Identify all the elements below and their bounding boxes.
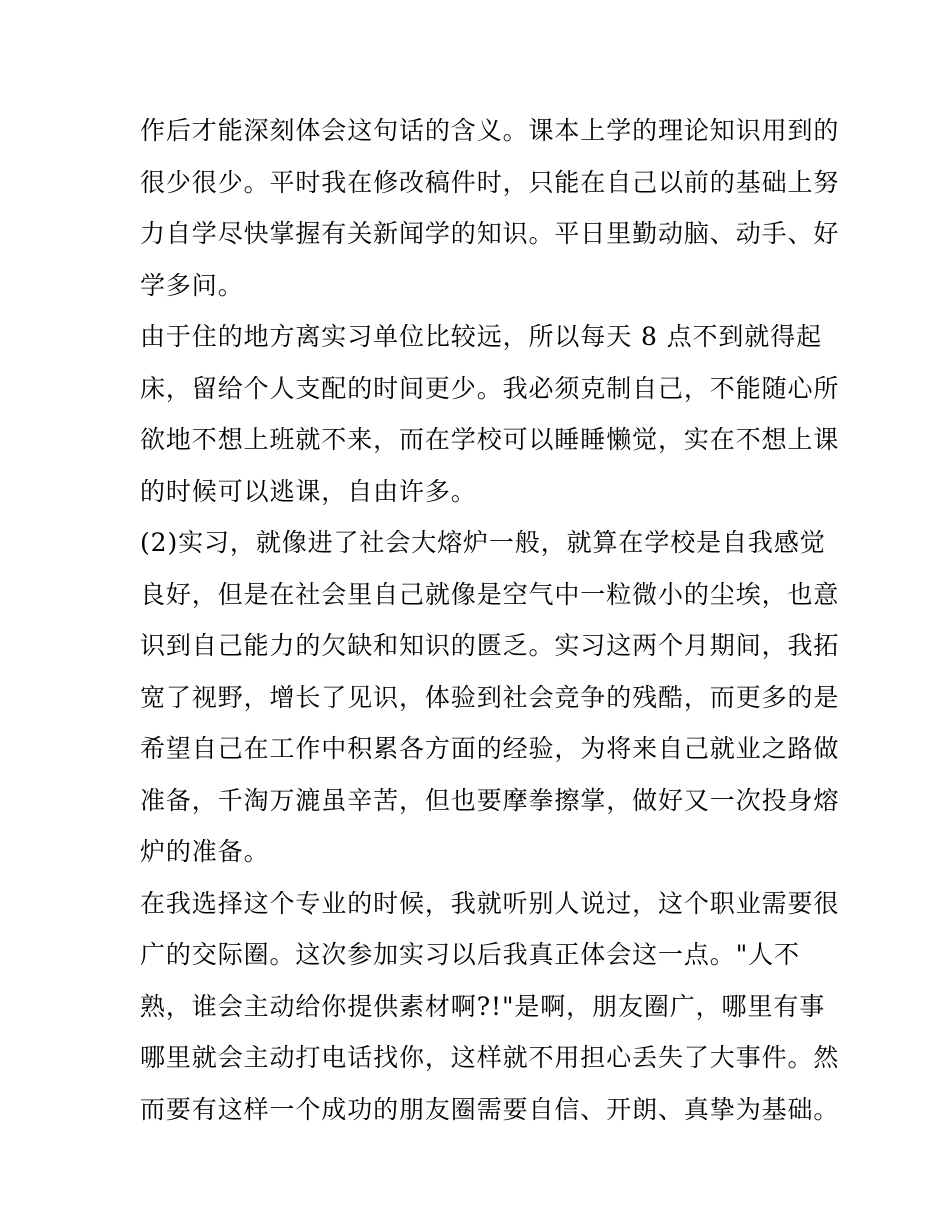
text-line-7: 欲地不想上班就不来，而在学校可以睡睡懒觉，实在不想上课	[140, 425, 840, 454]
document-body	[140, 105, 840, 1135]
text-line-11: 识到自己能力的欠缺和知识的匮乏。实习这两个月期间，我拓	[140, 631, 840, 660]
text-line-18: 熟，谁会主动给你提供素材啊?!"是啊，朋友圈广，哪里有事	[140, 991, 826, 1021]
text-line-6: 床，留给个人支配的时间更少。我必须克制自己，不能随心所	[140, 373, 840, 403]
text-line-2: 很少很少。平时我在修改稿件时，只能在自己以前的基础上努	[140, 167, 840, 197]
text-line-20: 而要有这样一个成功的朋友圈需要自信、开朗、真挚为基础。	[140, 1094, 840, 1124]
text-line-15: 炉的准备。	[140, 837, 270, 866]
text-line-9: (2)实习，就像进了社会大熔炉一般，就算在学校是自我感觉	[140, 528, 826, 557]
text-line-10: 良好，但是在社会里自己就像是空气中一粒微小的尘埃，也意	[140, 579, 840, 609]
text-line-12: 宽了视野，增长了见识，体验到社会竞争的残酷，而更多的是	[140, 682, 840, 712]
text-line-13: 希望自己在工作中积累各方面的经验，为将来自己就业之路做	[140, 734, 840, 763]
text-line-8: 的时候可以逃课，自由许多。	[140, 476, 477, 506]
text-line-17: 广的交际圈。这次参加实习以后我真正体会这一点。"人不	[140, 940, 800, 969]
text-line-14: 准备，千淘万漉虽辛苦，但也要摩拳擦掌，做好又一次投身熔	[140, 785, 840, 815]
text-line-4: 学多问。	[140, 270, 244, 300]
text-line-16: 在我选择这个专业的时候，我就听别人说过，这个职业需要很	[140, 888, 840, 918]
text-line-19: 哪里就会主动打电话找你，这样就不用担心丢失了大事件。然	[140, 1043, 840, 1072]
text-line-1: 作后才能深刻体会这句话的含义。课本上学的理论知识用到的	[140, 116, 840, 145]
text-line-3: 力自学尽快掌握有关新闻学的知识。平日里勤动脑、动手、好	[140, 219, 840, 248]
text-line-5: 由于住的地方离实习单位比较远，所以每天 8 点不到就得起	[140, 322, 823, 351]
